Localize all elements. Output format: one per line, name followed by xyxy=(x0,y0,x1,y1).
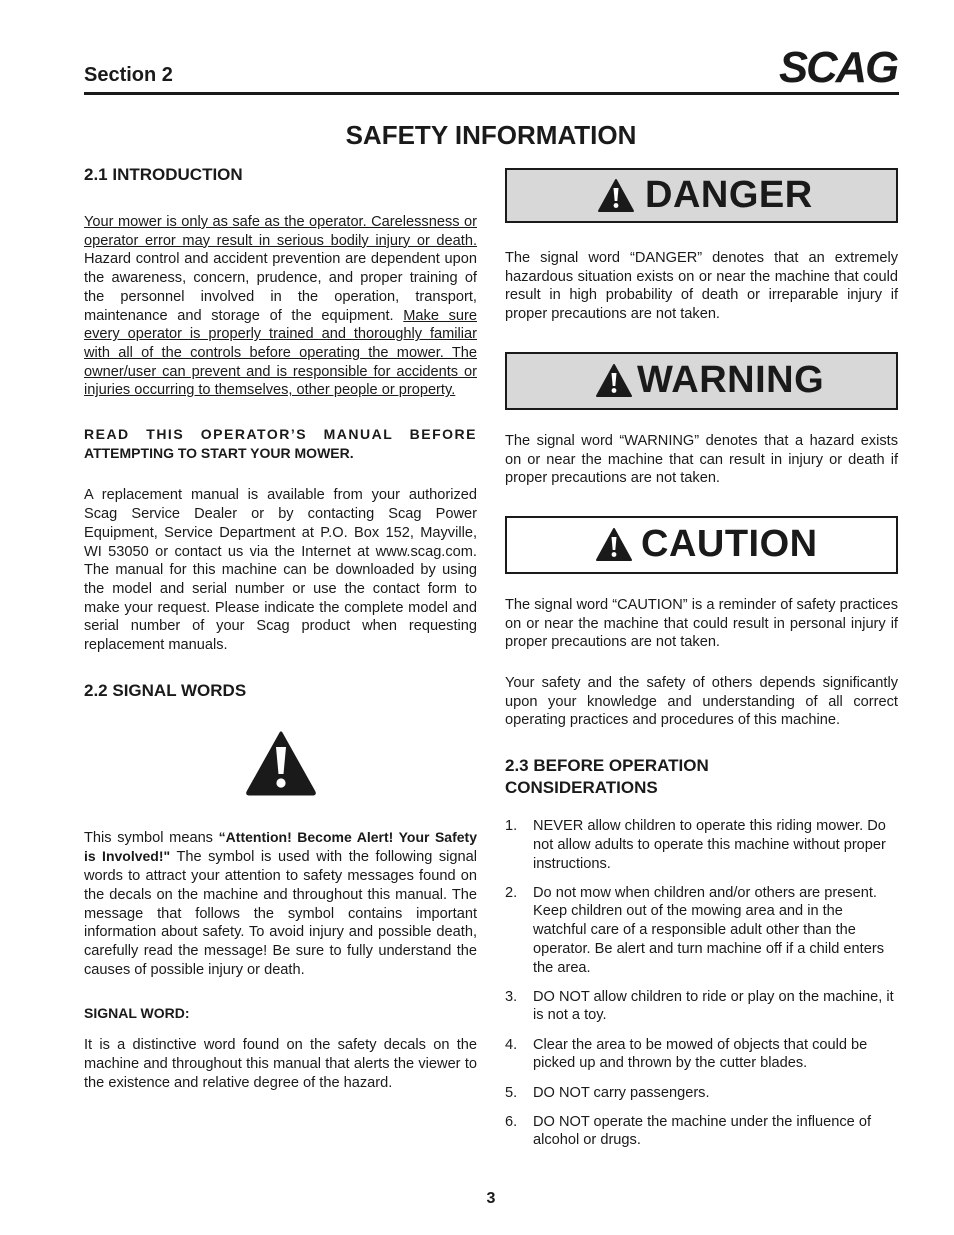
safety-note: Your safety and the safety of others depends significantly upon your knowledge and understanding of all correct operating practices and procedures of this machine. xyxy=(505,675,898,729)
left-column xyxy=(84,164,477,1092)
page-number: 3 xyxy=(486,1190,496,1207)
list-item xyxy=(505,817,898,873)
caution-description: The signal word “CAUTION” is a reminder of safety practices on or near the machine that could result in personal injury if proper precautions are not taken. xyxy=(505,596,898,651)
symbol-paragraph xyxy=(84,828,477,980)
before-operation-heading xyxy=(505,755,898,799)
list-item-number: 6. xyxy=(505,1113,518,1130)
danger-word: DANGER xyxy=(645,174,813,216)
intro-paragraph xyxy=(84,213,477,400)
list-item-text: DO NOT allow children to ride or play on the machine, it is not a toy. xyxy=(533,988,894,1024)
alert-triangle-icon xyxy=(245,730,317,796)
replacement-paragraph: A replacement manual is available from your authorized Scag Service Dealer or by contacting Scag Power Equipment, Service Department at P.O. Box 152, Mayville, WI 53050 or contact us via the Internet at www.scag.com. The manual for this machine can be downloaded by using the model and serial number or use the contact form to make your request. Please indicate the complete model and serial number of your Scag product when requesting replacement manuals. xyxy=(84,487,477,654)
signal-words-heading: 2.2 SIGNAL WORDS xyxy=(84,680,247,700)
before-operation-heading-a: 2.3 BEFORE OPERATION xyxy=(505,756,709,776)
signal-word-label: SIGNAL WORD: xyxy=(84,1005,190,1022)
list-item-text: Clear the area to be mowed of objects that could be picked up and thrown by the cutter blades. xyxy=(533,1036,868,1072)
list-item-number: 1. xyxy=(505,818,518,835)
list-item xyxy=(505,1084,898,1103)
read-manual-notice xyxy=(84,425,477,462)
list-item-text: NEVER allow children to operate this riding mower. Do not allow adults to operate this machine without proper instructions. xyxy=(533,818,886,872)
caution-alert-icon xyxy=(595,527,633,563)
scag-logo xyxy=(779,44,899,88)
symbol-text-b: The symbol is used with the following signal words to attract your attention to safety messages found on the decals on the machine and throughout this manual. The message that follows the symbol contains important information about safety. To avoid injury and possible death, carefully read the message! Be sure to fully understand the causes of possible injury or death. xyxy=(84,849,477,978)
warning-word: WARNING xyxy=(637,359,825,402)
list-item-text: DO NOT operate the machine under the influence of alcohol or drugs. xyxy=(533,1113,872,1149)
symbol-text-bold: “Attention! Become Alert! Your Safety is Involved!" xyxy=(84,828,477,865)
list-item xyxy=(505,884,898,978)
before-operation-heading-b: CONSIDERATIONS xyxy=(505,778,658,798)
intro-plain: Hazard control and accident prevention are dependent upon the awareness, concern, prudence, and proper training of the personnel involved in the operation, transport, maintenance and storage of the equipment. xyxy=(84,251,477,324)
considerations-list xyxy=(505,817,898,1150)
read-notice-line-a: READ THIS OPERATOR’S MANUAL BEFORE xyxy=(84,426,477,443)
right-column xyxy=(505,168,898,1161)
list-item-text: Do not mow when children and/or others are present. Keep children out of the mowing area and in the watchful care of a responsible adult other than the operator. Be alert and turn machine off if a child enters the area. xyxy=(533,884,884,976)
list-item xyxy=(505,1036,898,1073)
danger-alert-icon xyxy=(597,178,635,214)
intro-heading: 2.1 INTRODUCTION xyxy=(84,165,243,184)
list-item-text: DO NOT carry passengers. xyxy=(533,1084,710,1101)
caution-box xyxy=(505,516,898,574)
safety-alert-symbol xyxy=(84,730,477,796)
signal-word-definition: It is a distinctive word found on the safety decals on the machine and throughout this manual that alerts the viewer to the existence and relative degree of the hazard. xyxy=(84,1037,477,1091)
danger-description: The signal word “DANGER” denotes that an extremely hazardous situation exists on or near the machine that could result in high probability of death or irreparable injury if proper precautions are not taken. xyxy=(505,250,898,323)
signal-word-heading xyxy=(84,1004,477,1024)
list-item xyxy=(505,988,898,1025)
header-rule xyxy=(84,92,899,95)
list-item-number: 2. xyxy=(505,884,518,901)
logo-text: SCAG xyxy=(779,44,898,88)
warning-box xyxy=(505,352,898,410)
section-label: Section 2 xyxy=(84,64,173,86)
symbol-text-a: This symbol means xyxy=(84,829,219,846)
danger-box xyxy=(505,168,898,223)
list-item-number: 3. xyxy=(505,988,518,1005)
list-item-number: 4. xyxy=(505,1036,518,1053)
caution-word: CAUTION xyxy=(641,523,818,566)
intro-underlined-b: Make sure every operator is properly trained and thoroughly familiar with all of the controls before operating the mower. The owner/user can prevent and is responsible for accidents or injuries occurring to themselves, other people or property. xyxy=(84,307,477,399)
intro-underlined-a: Your mower is only as safe as the operator. Carelessness or operator error may result in serious bodily injury or death. xyxy=(84,214,477,249)
warning-description: The signal word “WARNING” denotes that a hazard exists on or near the machine that can result in injury or death if proper precautions are not taken. xyxy=(505,432,898,487)
list-item-number: 5. xyxy=(505,1084,518,1101)
page-title: SAFETY INFORMATION xyxy=(345,120,637,150)
list-item xyxy=(505,1113,898,1150)
read-notice-line-b: ATTEMPTING TO START YOUR MOWER. xyxy=(84,444,354,461)
warning-alert-icon xyxy=(595,363,633,399)
